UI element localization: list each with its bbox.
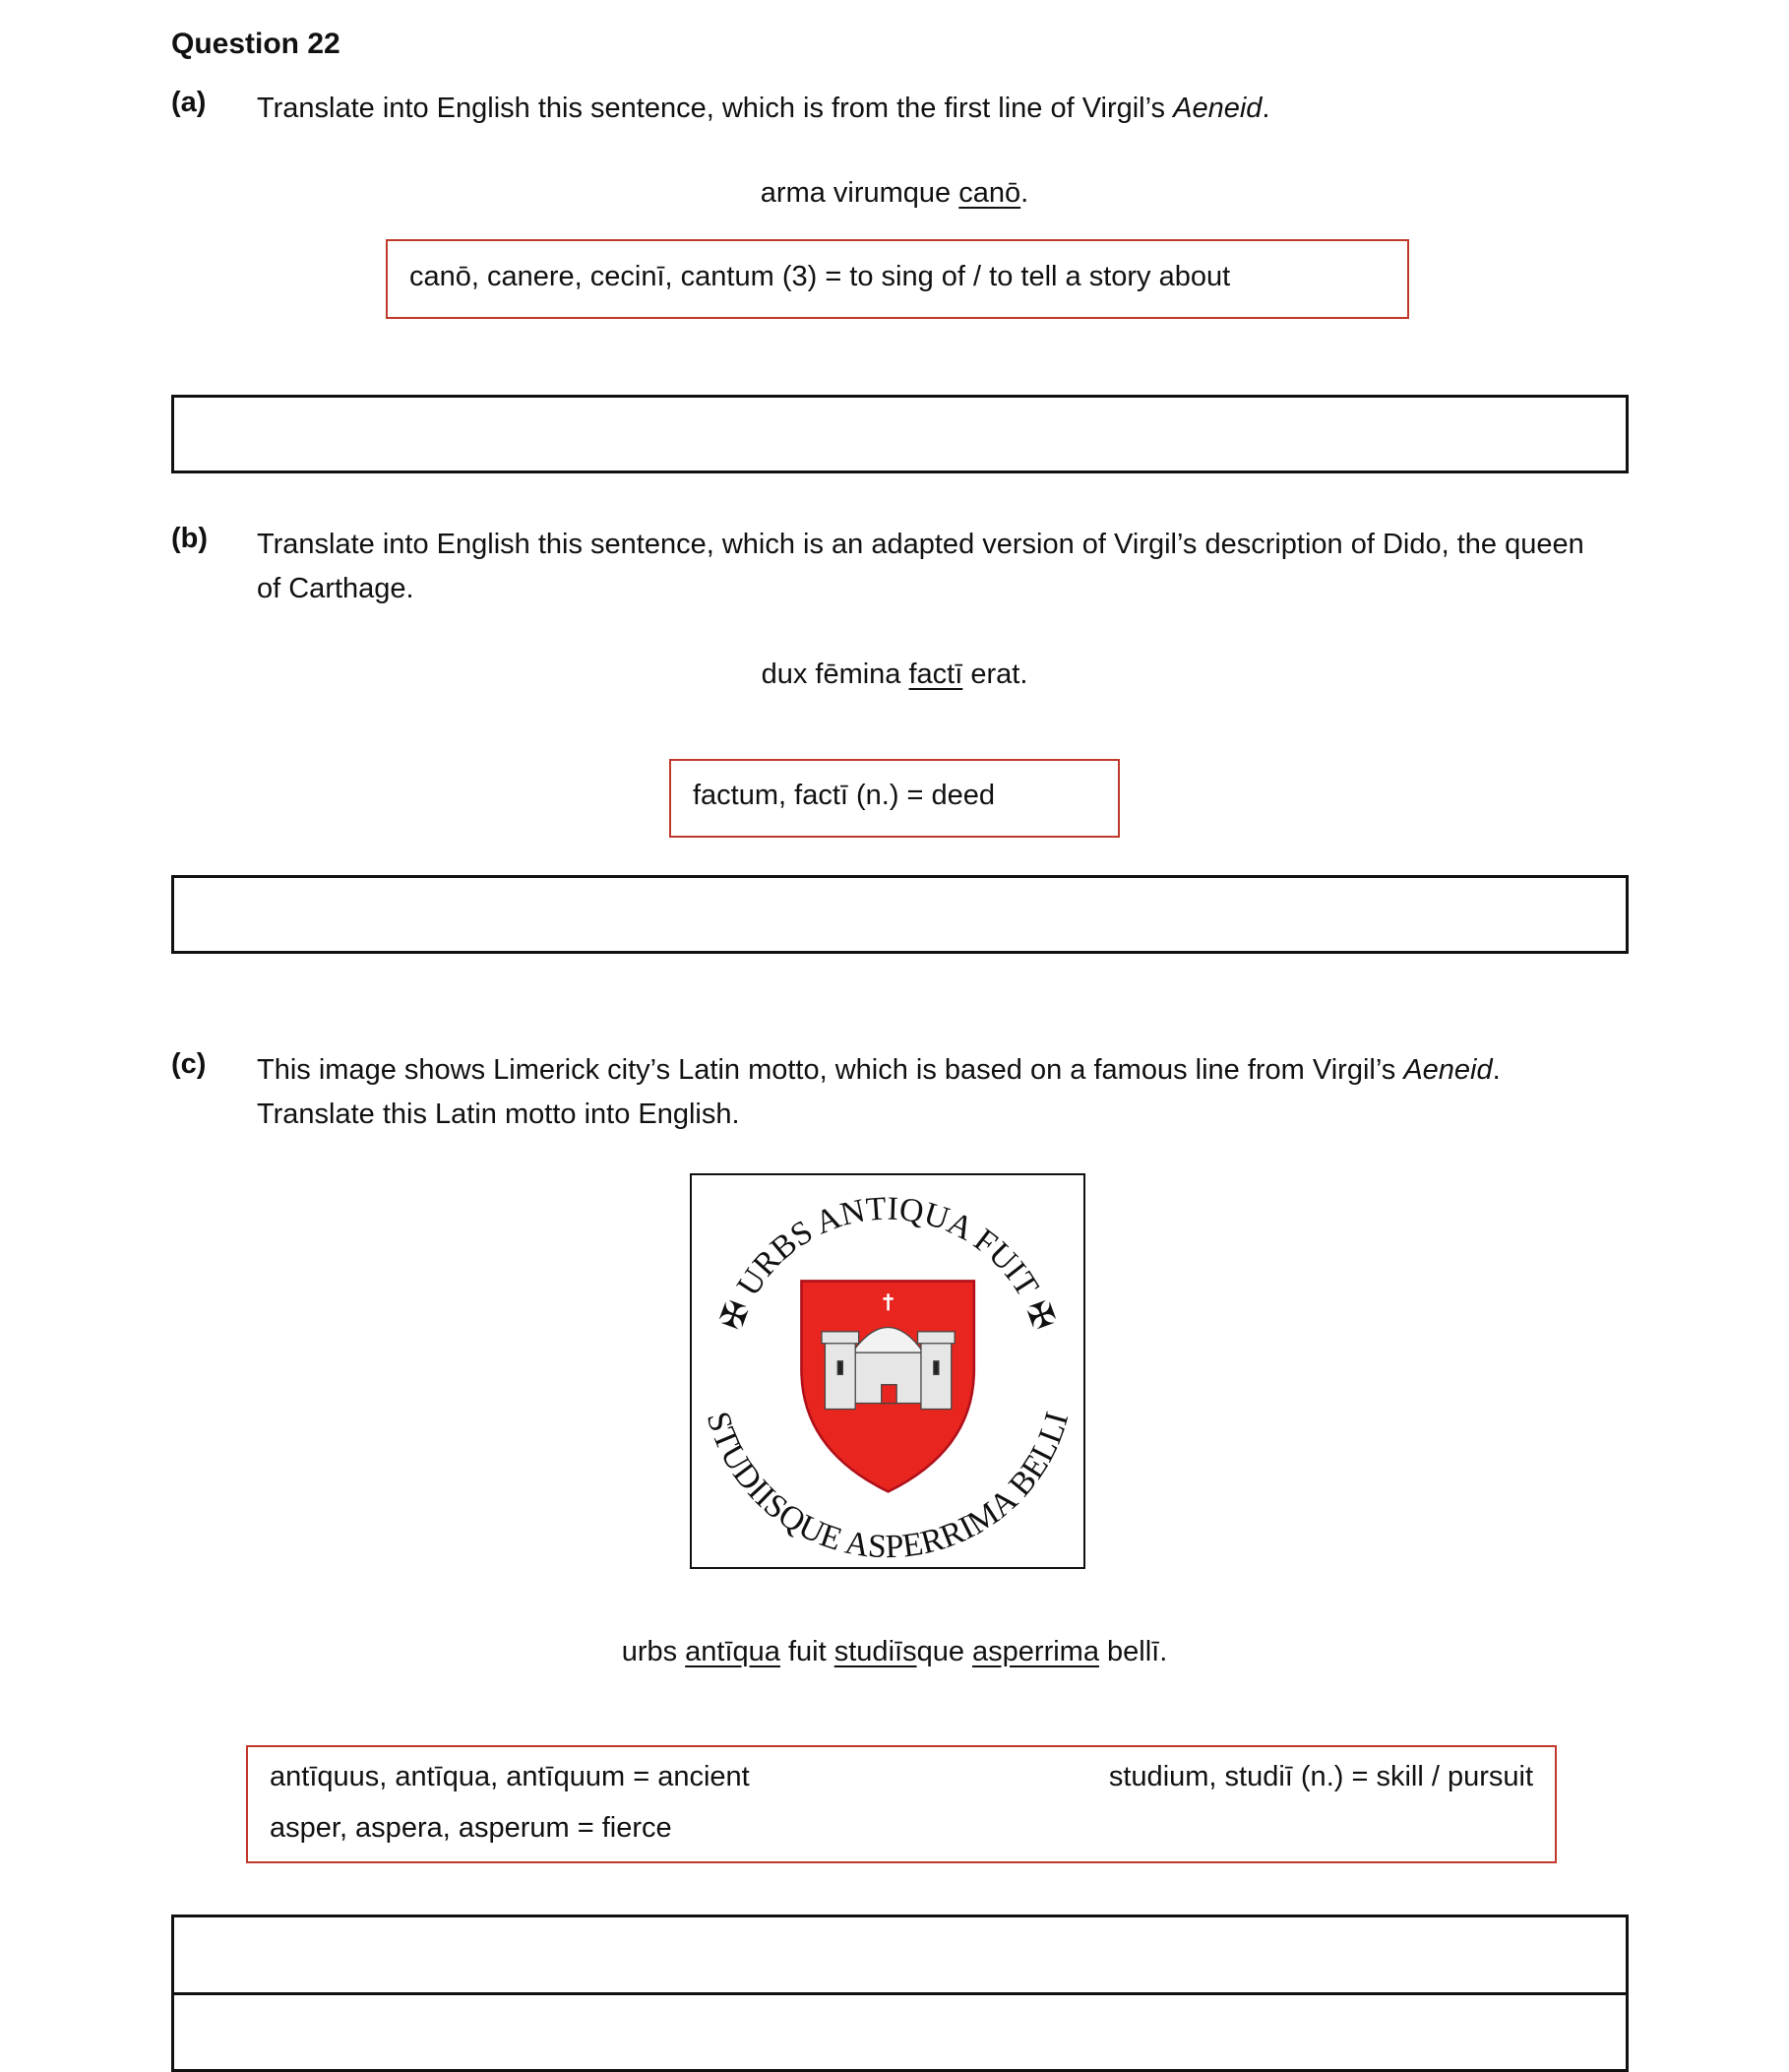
prompt-text: . Translate this Latin motto into English. <box>257 1054 1501 1130</box>
latin-text: fuit <box>779 1636 834 1667</box>
latin-underlined: asperrima <box>972 1636 1099 1667</box>
latin-text: dux fēmina <box>761 659 909 690</box>
latin-text: que <box>916 1636 973 1667</box>
latin-text: erat. <box>962 659 1028 690</box>
part-a-latin <box>0 177 1789 210</box>
part-b-latin <box>0 659 1789 691</box>
crest-logo <box>692 1175 1083 1567</box>
prompt-text: This image shows Limerick city’s Latin motto, which is based on a famous line from Virgil’s <box>257 1054 1404 1086</box>
latin-underlined: factī <box>908 659 963 690</box>
prompt-italic: Aeneid <box>1173 93 1263 124</box>
latin-underlined: canō <box>958 177 1021 209</box>
prompt-text: . <box>1262 93 1270 124</box>
part-b-label: (b) <box>171 523 209 554</box>
part-a-prompt <box>257 87 1615 131</box>
question-title: Question 22 <box>171 28 340 60</box>
latin-text: urbs <box>621 1636 686 1667</box>
part-b-answer-box[interactable] <box>171 875 1629 954</box>
latin-text: . <box>1020 177 1029 209</box>
part-c-answer-box[interactable] <box>171 1915 1629 2072</box>
gloss-entry: factum, factī (n.) = deed <box>693 780 996 811</box>
prompt-italic: Aeneid <box>1403 1054 1493 1086</box>
limerick-crest-image <box>690 1173 1085 1569</box>
gloss-entry: canō, canere, cecinī, cantum (3) = to sing of / to tell a story about <box>409 261 1231 292</box>
part-a-glossary-box <box>386 239 1409 319</box>
part-b-prompt: Translate into English this sentence, which is an adapted version of Virgil’s description of Dido, the queen of Carthage. <box>257 529 1584 604</box>
latin-text: bellī. <box>1098 1636 1168 1667</box>
motto-top-text: ✠ URBS ANTIQUA FUIT ✠ <box>713 1190 1062 1335</box>
motto-bottom-text: STUDIISQUE ASPERRIMA BELLI <box>699 1408 1077 1566</box>
latin-underlined: antīqua <box>685 1636 780 1667</box>
part-a-label: (a) <box>171 87 207 118</box>
latin-underlined: studiīs <box>833 1636 917 1667</box>
latin-text: arma virumque <box>760 177 959 209</box>
shield-icon <box>801 1281 973 1491</box>
part-c-prompt <box>257 1048 1615 1137</box>
gloss-entry: antīquus, antīqua, antīquum = ancient <box>270 1761 750 1792</box>
part-c-glossary-box <box>246 1745 1557 1863</box>
gloss-entry: asper, aspera, asperum = fierce <box>270 1812 672 1844</box>
gloss-entry: studium, studiī (n.) = skill / pursuit <box>1108 1761 1533 1792</box>
prompt-text: Translate into English this sentence, which is from the first line of Virgil’s <box>257 93 1174 124</box>
part-c-label: (c) <box>171 1048 207 1080</box>
answer-line-divider <box>174 1992 1626 1995</box>
part-b-glossary-box <box>669 759 1120 838</box>
part-a-answer-box[interactable] <box>171 395 1629 473</box>
part-c-latin <box>0 1636 1789 1668</box>
